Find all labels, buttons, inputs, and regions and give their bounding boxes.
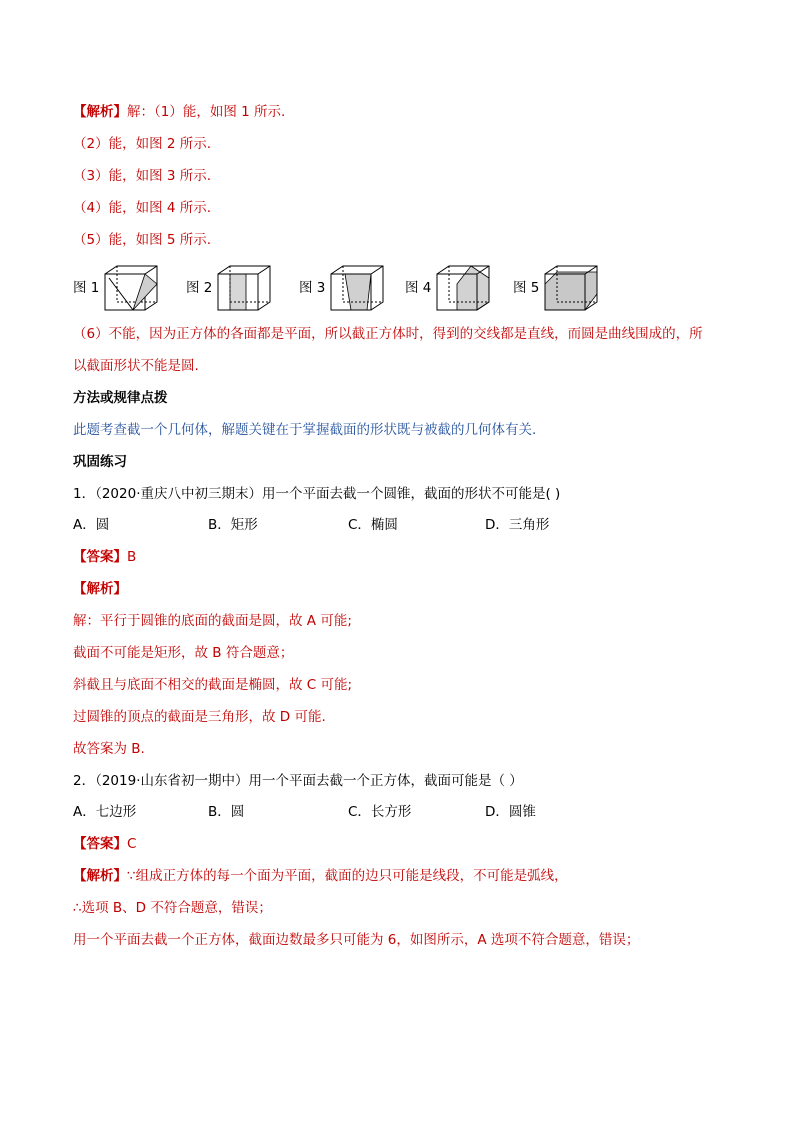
q2-analysis-line-3: 用一个平面去截一个正方体，截面边数最多只可能为 6，如图所示，A 选项不符合题意，错误；	[73, 932, 640, 948]
q1-analysis-line-4: 过圆锥的顶点的截面是三角形，故 D 可能.	[73, 709, 326, 725]
analysis-line-3: （3）能，如图 3 所示.	[73, 168, 212, 184]
figure-5-label: 图 5	[513, 280, 540, 296]
analysis-line-1	[73, 102, 285, 122]
q2-analysis-text-1: ∵组成正方体的每一个面为平面，截面的边只可能是线段，不可能是弧线，	[127, 868, 568, 884]
analysis-line-6a: （6）不能，因为正方体的各面都是平面，所以截正方体时，得到的交线都是直线，而圆是曲线围成的，所	[73, 326, 703, 342]
q1-stem: 1．（2020·重庆八中初三期末）用一个平面去截一个圆锥，截面的形状不可能是( )	[73, 486, 561, 502]
q2-analysis-tag: 【解析】	[73, 868, 127, 884]
q2-options	[73, 802, 593, 822]
figure-3-label: 图 3	[299, 280, 326, 296]
figure-4-label: 图 4	[405, 280, 432, 296]
practice-heading: 巩固练习	[73, 454, 127, 470]
q1-option-a: A．圆	[73, 517, 110, 533]
cube-section-pentagon-icon	[435, 264, 493, 312]
cube-section-triangle-icon	[103, 264, 161, 312]
q2-stem: 2．（2019·山东省初一期中）用一个平面去截一个正方体，截面可能是（ ）	[73, 773, 523, 789]
q1-analysis-line-5: 故答案为 B.	[73, 741, 145, 757]
q1-answer-tag: 【答案】	[73, 549, 127, 565]
method-heading: 方法或规律点拨	[73, 390, 168, 406]
q1-option-c: C．椭圆	[348, 517, 398, 533]
q2-answer	[73, 834, 136, 854]
cube-section-rectangle-icon	[216, 264, 274, 312]
q1-analysis-tag: 【解析】	[73, 581, 127, 597]
cube-section-trapezoid-icon	[329, 264, 387, 312]
analysis-line-4: （4）能，如图 4 所示.	[73, 200, 212, 216]
q1-option-d: D．三角形	[485, 517, 550, 533]
q2-option-a: A．七边形	[73, 804, 137, 820]
q2-answer-value: C	[127, 836, 137, 852]
q1-option-b: B．矩形	[208, 517, 258, 533]
q2-option-d: D．圆锥	[485, 804, 536, 820]
figure-1-label: 图 1	[73, 280, 100, 296]
q2-analysis-line-2: ∴选项 B、D 不符合题意，错误；	[73, 900, 272, 916]
q1-options	[73, 515, 593, 535]
figure-2-label: 图 2	[186, 280, 213, 296]
analysis-tag: 【解析】	[73, 104, 127, 120]
q2-answer-tag: 【答案】	[73, 836, 127, 852]
q1-answer-value: B	[127, 549, 137, 565]
analysis-line-6b: 以截面形状不能是圆.	[73, 358, 199, 374]
q1-analysis-line-3: 斜截且与底面不相交的截面是椭圆，故 C 可能;	[73, 677, 353, 693]
method-text: 此题考查截一个几何体，解题关键在于掌握截面的形状既与被截的几何体有关.	[73, 422, 537, 438]
cube-section-figures	[73, 264, 613, 312]
q1-analysis-line-2: 截面不可能是矩形，故 B 符合题意；	[73, 645, 294, 661]
q2-analysis-line-1	[73, 866, 568, 886]
q1-answer	[73, 547, 136, 567]
q2-option-b: B．圆	[208, 804, 245, 820]
cube-section-hexagon-icon	[543, 264, 601, 312]
q2-option-c: C．长方形	[348, 804, 412, 820]
q1-analysis-line-1: 解：平行于圆锥的底面的截面是圆，故 A 可能;	[73, 613, 352, 629]
analysis-line-2: （2）能，如图 2 所示.	[73, 136, 212, 152]
analysis-text-1: 解：（1）能，如图 1 所示.	[127, 104, 286, 120]
analysis-line-5: （5）能，如图 5 所示.	[73, 232, 212, 248]
